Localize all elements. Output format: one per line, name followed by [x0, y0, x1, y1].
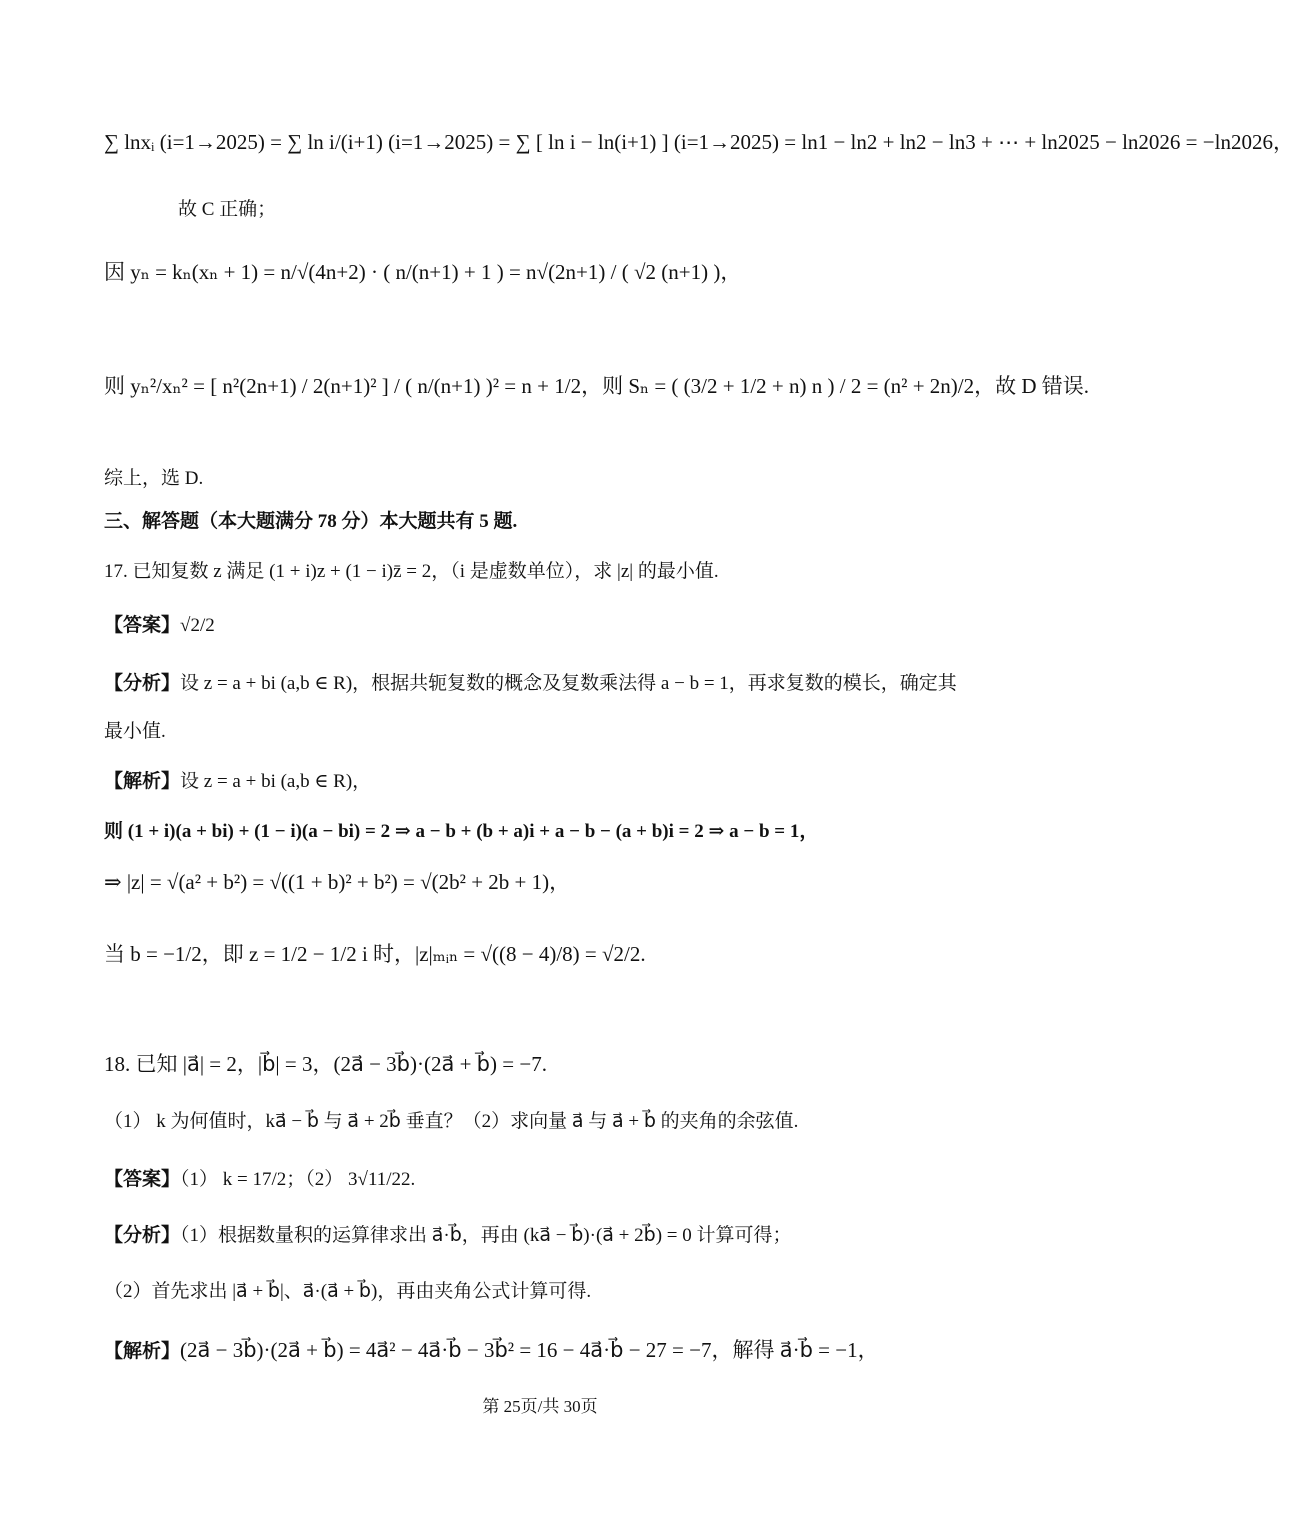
q17-analysis: 设 z = a + bi (a,b ∈ R)，根据共轭复数的概念及复数乘法得 a − b = 1，再求复数的模长，确定其 [180, 673, 957, 694]
q17-solution-2: 则 (1 + i)(a + bi) + (1 − i)(a − bi) = 2 ⇒ a − b + (b + a)i + a − b − (a + b)i = 2 ⇒ a − b = 1， [104, 821, 819, 842]
question-18: 18. 已知 |a⃗| = 2，|b⃗| = 3，(2a⃗ − 3b⃗)·(2a⃗ + b⃗) = −7. [104, 1052, 547, 1076]
solution-tag: 【解析】 [104, 1341, 181, 1362]
ratio-equation: 则 yₙ²/xₙ² = [ n²(2n+1) / 2(n+1)² ] / ( n/(n+1) )² = n + 1/2，则 Sₙ = ( (3/2 + 1/2 + n) n ) / 2 = (n² + 2n)/2，故 D 错误. [104, 374, 1090, 398]
answer-tag: 【答案】 [104, 1169, 181, 1190]
question-17: 17. 已知复数 z 满足 (1 + i)z + (1 − i)z̄ = 2，（i 是虚数单位），求 |z| 的最小值. [104, 561, 719, 582]
analysis-tag: 【分析】 [104, 673, 181, 694]
q17-answer-line [104, 612, 1020, 640]
yn-equation: 因 yₙ = kₙ(xₙ + 1) = n/√(4n+2) · ( n/(n+1) + 1 ) = n√(2n+1) / ( √2 (n+1) )， [104, 260, 742, 284]
q18-answer-line [104, 1166, 1020, 1194]
q17-solution-1: 设 z = a + bi (a,b ∈ R)， [180, 771, 372, 792]
page-footer: 第 25页/共 30页 [482, 1397, 598, 1416]
solution-tag: 【解析】 [104, 771, 181, 792]
q18-analysis-1: （1）根据数量积的运算律求出 a⃗·b⃗，再由 (ka⃗ − b⃗)·(a⃗ + 2b⃗) = 0 计算可得； [180, 1225, 792, 1246]
sum-equation: ∑ lnxᵢ (i=1→2025) = ∑ ln i/(i+1) (i=1→2025) = ∑ [ ln i − ln(i+1) ] (i=1→2025) = ln1 − ln2 + ln2 − ln3 + ⋯ + ln2025 − ln2026 = −ln2026， [104, 130, 1294, 154]
c-correct-line: 故 C 正确； [178, 199, 277, 220]
q17-answer: √2/2 [180, 615, 215, 636]
q18-answer: （1） k = 17/2；（2） 3√11/22. [180, 1169, 416, 1190]
q17-analysis-line [104, 670, 1020, 698]
q18-solution-line [104, 1336, 1020, 1366]
q17-solution-4: 当 b = −1/2，即 z = 1/2 − 1/2 i 时，|z|ₘᵢₙ = √((8 − 4)/8) = √2/2. [104, 942, 646, 966]
q17-solution-3: ⇒ |z| = √(a² + b²) = √((1 + b)² + b²) = √(2b² + 2b + 1)， [104, 870, 571, 894]
section-title: 三、解答题（本大题满分 78 分）本大题共有 5 题. [104, 511, 518, 532]
q18-parts: （1） k 为何值时，ka⃗ − b⃗ 与 a⃗ + 2b⃗ 垂直？（2）求向量 a⃗ 与 a⃗ + b⃗ 的夹角的余弦值. [104, 1111, 799, 1132]
q18-analysis-2: （2）首先求出 |a⃗ + b⃗|、a⃗·(a⃗ + b⃗)，再由夹角公式计算可得. [104, 1281, 592, 1302]
analysis-tag: 【分析】 [104, 1225, 181, 1246]
q17-solution-line [104, 768, 1020, 796]
answer-tag: 【答案】 [104, 615, 181, 636]
q18-solution-1: (2a⃗ − 3b⃗)·(2a⃗ + b⃗) = 4a⃗² − 4a⃗·b⃗ − 3b⃗² = 16 − 4a⃗·b⃗ − 27 = −7，解得 a⃗·b⃗ = −1， [180, 1338, 879, 1362]
q18-analysis-line [104, 1222, 1020, 1250]
summary-line: 综上，选 D. [104, 468, 204, 489]
q17-analysis-cont: 最小值. [104, 721, 166, 742]
